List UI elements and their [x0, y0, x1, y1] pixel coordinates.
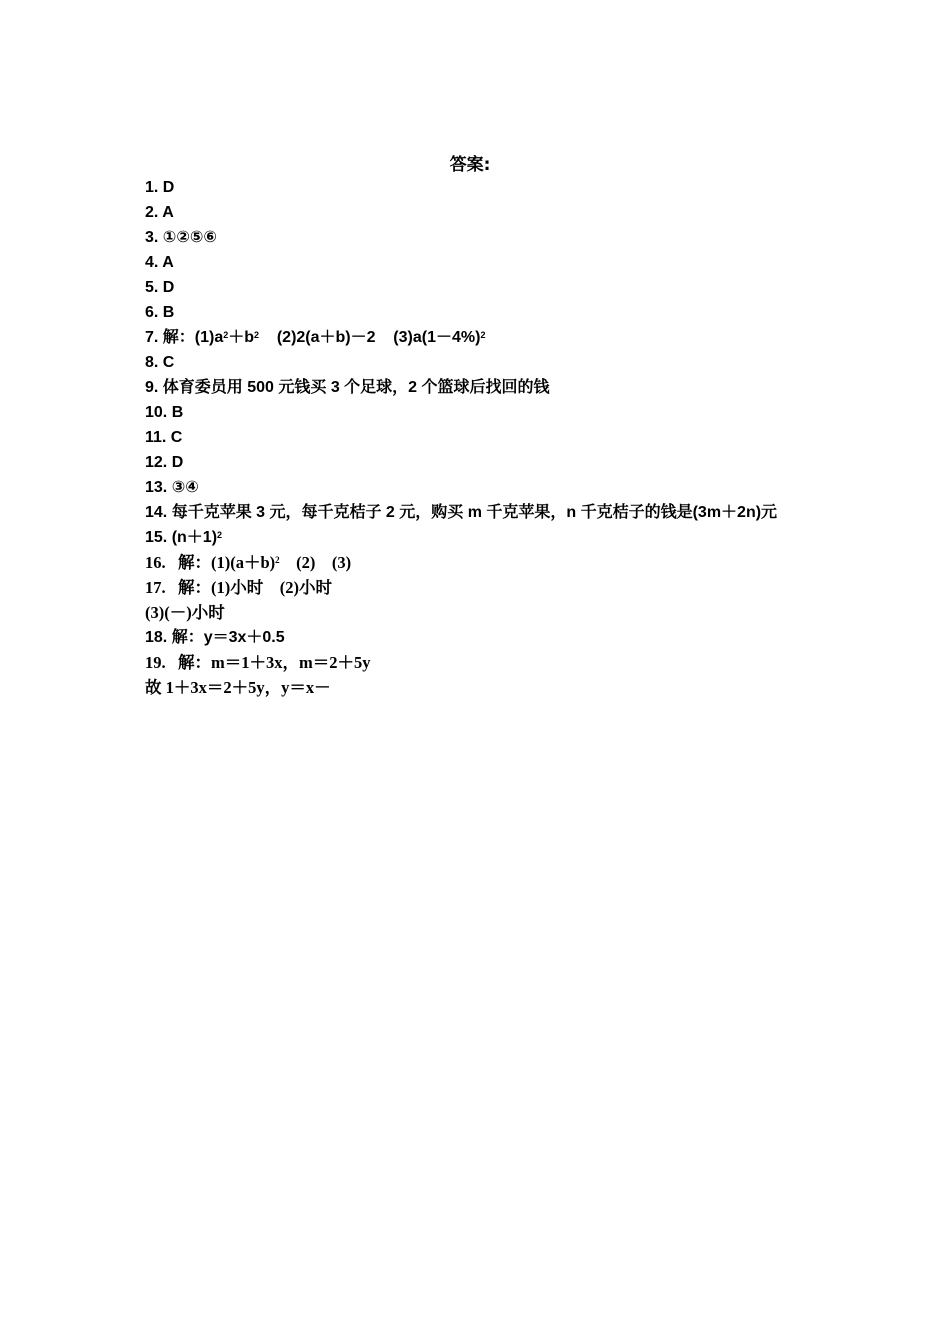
answer-4: 4. A	[145, 254, 174, 271]
answer-7-part-b: ＋b	[228, 329, 255, 346]
answer-15-text: 15. (n＋1)	[145, 529, 218, 546]
answer-13: 13. ③④	[145, 479, 199, 496]
answer-16-exp: 2	[275, 555, 280, 565]
answer-7-part-c: (2)2(a＋b)－2 (3)a(1－4%)	[259, 329, 481, 346]
answer-5: 5. D	[145, 279, 175, 296]
answer-7	[145, 325, 810, 350]
answer-7-exp-b: 2	[254, 330, 260, 340]
answer-12: 12. D	[145, 454, 184, 471]
answer-7-part-a: 7. 解：(1)a	[145, 329, 224, 346]
answer-list	[145, 175, 810, 700]
answer-3: 3. ①②⑤⑥	[145, 229, 217, 246]
answer-7-exp-c: 2	[480, 330, 486, 340]
answer-17-cont: (3)(－)小时	[145, 603, 225, 622]
answer-16-part-b: (2) (3)	[279, 553, 352, 572]
answer-10: 10. B	[145, 404, 184, 421]
answer-18: 18. 解：y＝3x＋0.5	[145, 629, 285, 646]
answer-8: 8. C	[145, 354, 175, 371]
answer-6: 6. B	[145, 304, 175, 321]
answer-16-part-a: 16. 解：(1)(a＋b)	[145, 553, 276, 572]
answer-15-exp: 2	[217, 530, 223, 540]
answer-16	[145, 550, 810, 575]
answer-7-exp-a: 2	[223, 330, 229, 340]
answer-15	[145, 525, 810, 550]
answer-19-cont: 故 1＋3x＝2＋5y，y＝x－	[145, 678, 331, 697]
answer-2: 2. A	[145, 204, 174, 221]
answer-19: 19. 解：m＝1＋3x，m＝2＋5y	[145, 653, 371, 672]
answer-9: 9. 体育委员用 500 元钱买 3 个足球，2 个篮球后找回的钱	[145, 379, 550, 396]
answer-14: 14. 每千克苹果 3 元，每千克桔子 2 元，购买 m 千克苹果，n 千克桔子的钱是(3m＋2n)元	[145, 504, 778, 521]
answer-title: 答案:	[449, 155, 491, 175]
answer-17: 17. 解：(1)小时 (2)小时	[145, 578, 332, 597]
answer-11: 11. C	[145, 429, 183, 446]
answer-1: 1. D	[145, 179, 175, 196]
